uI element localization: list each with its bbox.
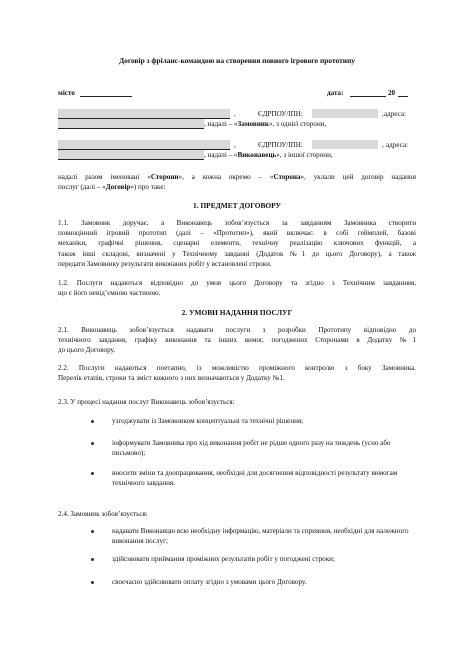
clause-2-4: 2.4. Замовник зобов’язується: — [58, 510, 148, 518]
party1-address-underline — [58, 128, 204, 129]
party2-code-field[interactable] — [312, 140, 378, 149]
party1-role: Замовник — [237, 120, 269, 128]
party1-code-field[interactable] — [312, 109, 378, 118]
city-field[interactable] — [80, 96, 132, 97]
list-item: своєчасно здійснювати оплату згідно з умовами цього Договору. — [112, 578, 307, 586]
list-item: інформувати Замовника про хід виконання робіт не рідше одного разу на тиждень (усно або письмово); — [112, 439, 391, 457]
party2-addr-comma: , — [382, 141, 384, 149]
party2-role: Виконавець — [237, 151, 277, 159]
year-field[interactable] — [398, 96, 408, 97]
bullet-marker — [91, 442, 94, 445]
clause-2-1: 2.1. Виконавець зобов’язується надавати послуги з розробки Прототипу відповідно до технічного завдання, графіку виконання та інших вимог, погоджених Сторонами в Додатку №1 до цього Договору. — [58, 326, 416, 355]
city-label: місто — [58, 89, 75, 97]
clause-2-3: 2.3. У процесі надання послуг Виконавець зобов’язується: — [58, 398, 235, 406]
party2-address-field[interactable] — [58, 150, 204, 159]
party2-addr-label: адреса: — [386, 141, 408, 149]
document-title: Договір з фріланс-командою на створення повного ігрового прототипу — [119, 56, 355, 65]
party2-separator: , — [234, 141, 236, 149]
clause-1-2: 1.2. Послуги надаються відповідно до умов цього Договору та згідно з Технічним завданням, що є його невід’ємною частиною. — [58, 279, 416, 298]
party2-name-field[interactable] — [58, 140, 230, 149]
party1-addr-label: адреса: — [384, 110, 406, 118]
party1-name-field[interactable] — [58, 109, 230, 118]
bullet-marker — [91, 472, 94, 475]
date-field[interactable] — [350, 96, 386, 97]
bullet-marker — [91, 581, 94, 584]
intro-paragraph: надалі разом іменовані «Сторони», а кожна окремо – «Сторона», уклали цей договір надання послуг (далі – «Договір») про таке: — [58, 173, 416, 192]
list-item: вносити зміни та доопрацювання, необхідні для досягнення відповідності результату вимогам технічного завдання. — [112, 469, 398, 487]
party1-addr-comma: , — [382, 110, 384, 118]
list-item: надавати Виконавцю всю необхідну інформацію, матеріали та сприяння, необхідні для належного виконання послуг; — [112, 527, 409, 545]
party1-role-line: , надалі – «Замовник», з однієї сторони, — [204, 120, 327, 128]
year-prefix: 20 — [388, 89, 396, 97]
party1-code-label: ЄДРПОУ/ІПН: — [258, 110, 303, 118]
bullet-marker — [91, 420, 94, 423]
date-label: дата: — [327, 89, 344, 97]
list-item: узгоджувати із Замовником концептуальні та технічні рішення; — [112, 417, 304, 425]
clause-2-2: 2.2. Послуги надаються поетапно, із можливістю проміжного контролю з боку Замовника. Перелік етапів, строки та зміст кожного з них визначаються у Додатку №1. — [58, 364, 416, 383]
party2-address-underline — [58, 159, 204, 160]
party2-code-label: ЄДРПОУ/ІПН: — [258, 141, 303, 149]
bullet-marker — [91, 530, 94, 533]
party1-address-field[interactable] — [58, 119, 204, 128]
section1-heading: 1. ПРЕДМЕТ ДОГОВОРУ — [193, 201, 281, 210]
party2-role-line: , надалі – «Виконавець», з іншої сторони, — [204, 151, 333, 159]
list-item: здійснювати приймання проміжних результатів робіт у погоджені строки; — [112, 555, 335, 563]
clause-1-1: 1.1. Замовник доручає, а Виконавець зобов’язується за завданням Замовника створити повноцінний ігровий прототип (далі – «Прототип»), який включає: в собі геймплей, базові механіки, графічні рішення, сценарні елементи, технічну реалізацію ключових функцій, а також інші складові, визначені у Технічному завданні (Додаток №1 до цього Договору), а також передати Замовнику результати виконаних робіт у встановлені строки. — [58, 219, 416, 268]
bullet-marker — [91, 558, 94, 561]
party1-separator: , — [234, 110, 236, 118]
section2-heading: 2. УМОВИ НАДАННЯ ПОСЛУГ — [181, 308, 293, 317]
